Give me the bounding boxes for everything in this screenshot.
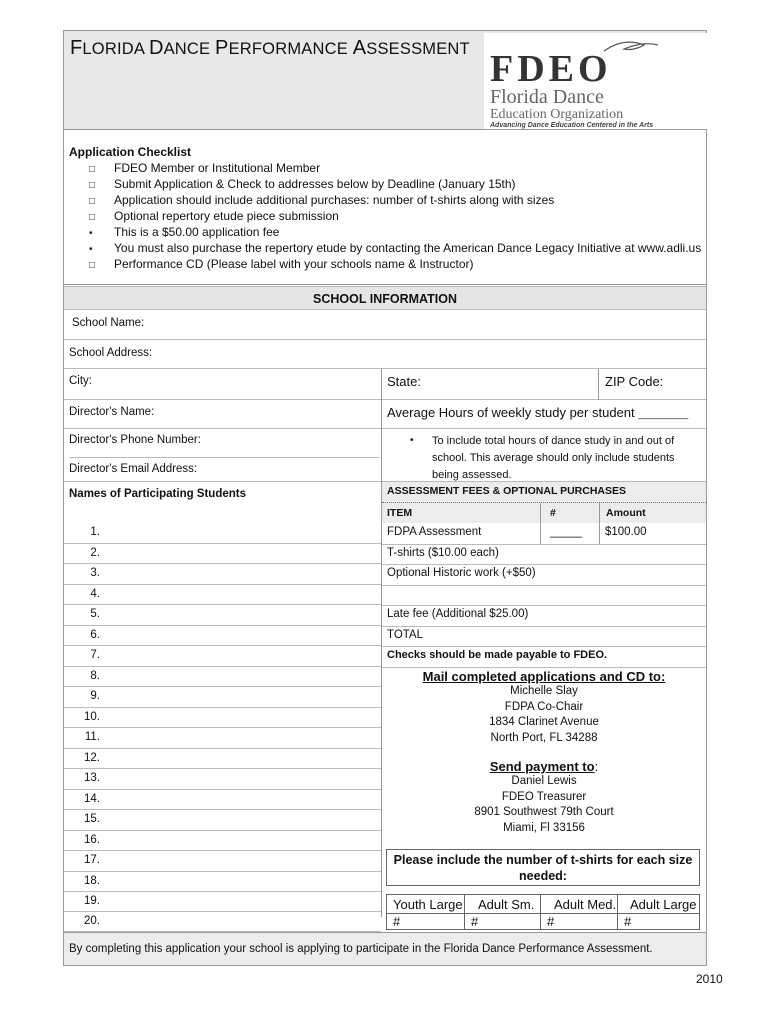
student-row[interactable]: [64, 667, 381, 687]
checklist-item: □ Application should include additional purchases: number of t-shirts along with sizes: [89, 193, 555, 207]
student-row[interactable]: [64, 687, 381, 708]
student-row[interactable]: [64, 810, 381, 831]
tshirt-adult-large-input[interactable]: #: [624, 914, 632, 929]
checklist-item: • You must also purchase the repertory etude by contacting the American Dance Legacy Initiative at www.adli.us: [89, 241, 702, 255]
fees-column-header: ITEM # Amount: [382, 503, 706, 523]
student-number: 20.: [84, 915, 100, 927]
student-row[interactable]: [64, 872, 381, 892]
student-row[interactable]: [64, 749, 381, 769]
city-field[interactable]: City:: [69, 375, 92, 387]
director-email-field[interactable]: Director's Email Address:: [69, 463, 198, 475]
fees-col-divider: [540, 503, 541, 544]
student-number: 6.: [90, 629, 100, 641]
school-name-field[interactable]: School Name:: [64, 310, 706, 340]
tshirt-heading: Please include the number of t-shirts for each size needed:: [386, 849, 700, 886]
fees-col-divider: [599, 503, 600, 544]
student-number: 19.: [84, 895, 100, 907]
svg-text:FDEO: FDEO: [490, 48, 612, 90]
school-info-heading: SCHOOL INFORMATION: [64, 286, 706, 310]
fee-row-line: [382, 544, 706, 545]
avg-hours-label: Average Hours of weekly study per student __________: [387, 405, 689, 420]
student-number: 7.: [90, 649, 100, 661]
student-number: 17.: [84, 854, 100, 866]
student-number: 14.: [84, 793, 100, 805]
director-phone-field[interactable]: Director's Phone Number:: [69, 434, 379, 458]
fee-item: TOTAL: [387, 629, 423, 641]
year-label: 2010: [696, 972, 723, 986]
student-row[interactable]: [64, 790, 381, 810]
payment-block: Send payment to: Daniel Lewis FDEO Treasurer 8901 Southwest 79th Court Miami, Fl 33156: [382, 759, 706, 836]
application-form: [63, 30, 707, 966]
student-row[interactable]: [64, 708, 381, 728]
student-row[interactable]: [64, 646, 381, 667]
student-number: 2.: [90, 547, 100, 559]
svg-text:Education Organization: Education Organization: [490, 107, 624, 122]
state-field[interactable]: State:: [387, 374, 421, 389]
student-number: 12.: [84, 752, 100, 764]
fee-item: T-shirts ($10.00 each): [387, 547, 499, 559]
checklist-item: □ Optional repertory etude piece submission: [89, 209, 339, 223]
fees-heading: ASSESSMENT FEES & OPTIONAL PURCHASES: [382, 482, 706, 503]
student-number: 5.: [90, 608, 100, 620]
bullet-icon: •: [410, 435, 414, 446]
form-header: [64, 31, 706, 130]
fee-item: Optional Historic work (+$50): [387, 567, 536, 579]
payment-heading: Send payment to:: [489, 759, 599, 774]
tshirt-size-table: Youth Large Adult Sm. Adult Med. Adult Large # # # #: [386, 894, 700, 930]
fee-row-line: [382, 605, 706, 606]
footer-note: By completing this application your school is applying to participate in the Florida Dance Performance Assessment.: [64, 932, 706, 965]
fee-row-line: [382, 564, 706, 565]
student-number: 16.: [84, 834, 100, 846]
tshirt-adult-med-input[interactable]: #: [547, 914, 555, 929]
svg-text:Advancing Dance Education Cent: Advancing Dance Education Centered in the Arts: [490, 122, 654, 129]
fdeo-logo: [484, 33, 708, 129]
checklist-item: □ Submit Application & Check to addresses below by Deadline (January 15th): [89, 177, 516, 191]
form-title: FLORIDA DANCE PERFORMANCE ASSESSMENT: [70, 37, 470, 59]
checks-note: Checks should be made payable to FDEO.: [387, 649, 608, 661]
student-number: 4.: [90, 588, 100, 600]
student-number: 11.: [84, 731, 100, 743]
student-row[interactable]: [64, 912, 381, 932]
student-row[interactable]: [64, 523, 381, 544]
checklist-item: □ FDEO Member or Institutional Member: [89, 161, 321, 175]
student-number: 8.: [90, 670, 100, 682]
mail-heading: Mail completed applications and CD to:: [422, 669, 666, 684]
student-number: 3.: [90, 567, 100, 579]
avg-hours-note: To include total hours of dance study in and out of school. This average should only include students being assessed.: [432, 435, 675, 481]
fee-row-line: [382, 667, 706, 668]
fee-row-line: [382, 646, 706, 647]
student-number: 18.: [84, 875, 100, 887]
student-row[interactable]: [64, 605, 381, 626]
tshirt-youth-large-input[interactable]: #: [393, 914, 401, 929]
fee-item: Late fee (Additional $25.00): [387, 608, 529, 620]
student-row[interactable]: [64, 769, 381, 790]
zip-field[interactable]: ZIP Code:: [605, 374, 664, 389]
director-name-field[interactable]: Director's Name:: [69, 406, 155, 418]
student-row[interactable]: [64, 728, 381, 749]
student-number: 9.: [90, 690, 100, 702]
student-number: 10.: [84, 711, 100, 723]
mail-block: Mail completed applications and CD to: Michelle Slay FDPA Co-Chair 1834 Clarinet Avenue North Port, FL 34288: [382, 669, 706, 746]
checklist-title: Application Checklist: [69, 145, 192, 159]
checklist-item: □ Performance CD (Please label with your schools name & Instructor): [89, 257, 474, 271]
fee-row-line: [382, 626, 706, 627]
student-row[interactable]: [64, 892, 381, 912]
city-state-zip-row: [64, 369, 706, 400]
svg-text:Florida Dance: Florida Dance: [490, 86, 604, 108]
student-number: 13.: [84, 772, 100, 784]
student-row[interactable]: [64, 544, 381, 564]
checklist-item: • This is a $50.00 application fee: [89, 225, 280, 239]
fee-row-line: [382, 585, 706, 586]
application-checklist: [64, 131, 706, 285]
student-number: 15.: [84, 813, 100, 825]
school-address-field[interactable]: School Address:: [64, 340, 706, 369]
student-row[interactable]: [64, 564, 381, 585]
tshirt-adult-sm-input[interactable]: #: [471, 914, 479, 929]
fee-count-input[interactable]: _____: [550, 526, 582, 538]
student-row[interactable]: [64, 851, 381, 872]
student-row[interactable]: [64, 831, 381, 851]
student-row[interactable]: [64, 585, 381, 605]
students-heading: Names of Participating Students: [69, 488, 247, 500]
student-row[interactable]: [64, 626, 381, 646]
student-number: 1.: [90, 526, 100, 538]
director-name-row: [64, 400, 706, 429]
fee-item: FDPA Assessment: [387, 526, 482, 538]
avg-hours-input[interactable]: __________: [638, 409, 689, 419]
zip-divider: [598, 369, 599, 400]
fee-amount: $100.00: [605, 526, 647, 538]
